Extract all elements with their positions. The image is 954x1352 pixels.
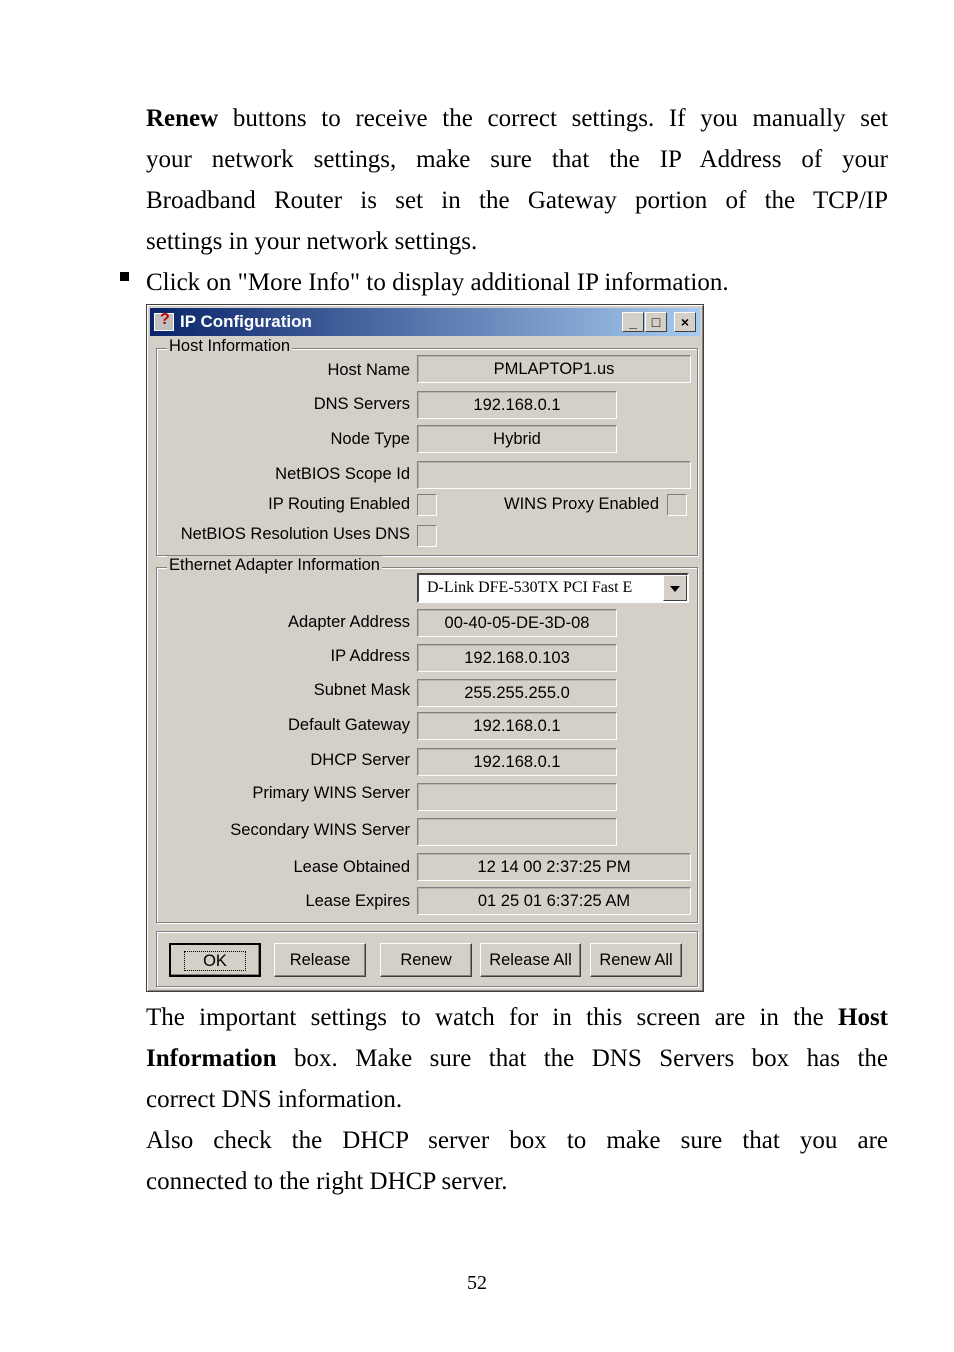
information-bold: Information bbox=[146, 1045, 277, 1072]
netbios-dns-checkbox[interactable] bbox=[417, 525, 437, 547]
node-type-label: Node Type bbox=[330, 430, 410, 448]
minimize-button[interactable]: _ bbox=[622, 312, 644, 332]
explanation-line-2 bbox=[146, 1038, 888, 1079]
ip-address-label: IP Address bbox=[330, 647, 410, 665]
adapter-address-field[interactable]: 00-40-05-DE-3D-08 bbox=[417, 609, 617, 637]
primary-wins-label: Primary WINS Server bbox=[252, 784, 410, 802]
lease-obtained-field[interactable]: 12 14 00 2:37:25 PM bbox=[417, 853, 691, 881]
host-bold: Host bbox=[838, 1004, 888, 1031]
dhcp-line-1: Also check the DHCP server box to make sure that you are bbox=[146, 1127, 888, 1154]
bullet-text: Click on "More Info" to display additional IP information. bbox=[146, 269, 729, 296]
ok-button[interactable] bbox=[169, 943, 261, 977]
node-type-field[interactable]: Hybrid bbox=[417, 425, 617, 453]
intro-line-1 bbox=[146, 98, 888, 139]
dhcp-server-field[interactable]: 192.168.0.1 bbox=[417, 748, 617, 776]
intro-paragraph bbox=[146, 98, 888, 262]
adapter-select[interactable] bbox=[417, 573, 689, 603]
intro-line-1-rest: buttons to receive the correct settings. If you manually set bbox=[218, 105, 888, 132]
explanation-line-1 bbox=[146, 997, 888, 1038]
intro-line-2: your network settings, make sure that the IP Address of your bbox=[146, 146, 888, 173]
renew-bold: Renew bbox=[146, 105, 219, 132]
lease-obtained-label: Lease Obtained bbox=[293, 858, 410, 876]
release-button[interactable]: Release bbox=[274, 943, 366, 977]
explanation-line-3: correct DNS information. bbox=[146, 1086, 403, 1113]
dns-servers-label: DNS Servers bbox=[313, 395, 410, 413]
wins-proxy-label: WINS Proxy Enabled bbox=[504, 495, 659, 513]
default-gateway-field[interactable]: 192.168.0.1 bbox=[417, 712, 617, 740]
host-name-field[interactable]: PMLAPTOP1.us bbox=[417, 355, 691, 383]
maximize-button[interactable]: □ bbox=[645, 312, 667, 332]
bullet-square-icon bbox=[120, 272, 129, 281]
netbios-dns-label: NetBIOS Resolution Uses DNS bbox=[180, 525, 410, 543]
dhcp-line-2: connected to the right DHCP server. bbox=[146, 1168, 508, 1195]
explanation-line-2-rest: box. Make sure that the DNS Servers box has the bbox=[276, 1045, 888, 1072]
subnet-mask-label: Subnet Mask bbox=[313, 681, 410, 699]
dropdown-arrow-icon[interactable] bbox=[663, 575, 687, 601]
lease-expires-field[interactable]: 01 25 01 6:37:25 AM bbox=[417, 887, 691, 915]
intro-line-4: settings in your network settings. bbox=[146, 228, 478, 255]
host-name-label: Host Name bbox=[327, 361, 410, 379]
netbios-scope-field[interactable] bbox=[417, 461, 691, 489]
dns-servers-field[interactable]: 192.168.0.1 bbox=[417, 391, 617, 419]
dhcp-server-label: DHCP Server bbox=[310, 751, 410, 769]
explanation-line-1-text: The important settings to watch for in this screen are in the bbox=[146, 1004, 838, 1031]
host-information-title: Host Information bbox=[169, 337, 291, 355]
subnet-mask-field[interactable]: 255.255.255.0 bbox=[417, 679, 617, 707]
release-all-button[interactable]: Release All bbox=[480, 943, 581, 977]
explanation-paragraph bbox=[146, 997, 888, 1202]
wins-proxy-checkbox[interactable] bbox=[667, 494, 687, 516]
renew-all-button[interactable]: Renew All bbox=[590, 943, 682, 977]
adapter-address-label: Adapter Address bbox=[288, 613, 410, 631]
netbios-scope-label: NetBIOS Scope Id bbox=[275, 465, 410, 483]
page-number: 52 bbox=[467, 1272, 487, 1294]
adapter-select-value: D-Link DFE-530TX PCI Fast E bbox=[427, 579, 633, 596]
primary-wins-field[interactable] bbox=[417, 783, 617, 811]
ip-address-field[interactable]: 192.168.0.103 bbox=[417, 644, 617, 672]
ok-button-label: OK bbox=[184, 951, 246, 971]
ip-configuration-dialog bbox=[146, 304, 704, 992]
dialog-titlebar[interactable] bbox=[150, 308, 700, 336]
default-gateway-label: Default Gateway bbox=[288, 716, 410, 734]
ip-routing-checkbox[interactable] bbox=[417, 494, 437, 516]
secondary-wins-label: Secondary WINS Server bbox=[230, 821, 410, 839]
ethernet-adapter-title: Ethernet Adapter Information bbox=[169, 556, 380, 574]
dialog-title: IP Configuration bbox=[180, 312, 312, 331]
lease-expires-label: Lease Expires bbox=[305, 892, 410, 910]
renew-button[interactable]: Renew bbox=[380, 943, 472, 977]
close-button[interactable]: × bbox=[674, 312, 696, 332]
secondary-wins-field[interactable] bbox=[417, 818, 617, 846]
help-app-icon bbox=[154, 313, 174, 331]
ip-routing-label: IP Routing Enabled bbox=[268, 495, 410, 513]
intro-line-3: Broadband Router is set in the Gateway portion of the TCP/IP bbox=[146, 187, 888, 214]
